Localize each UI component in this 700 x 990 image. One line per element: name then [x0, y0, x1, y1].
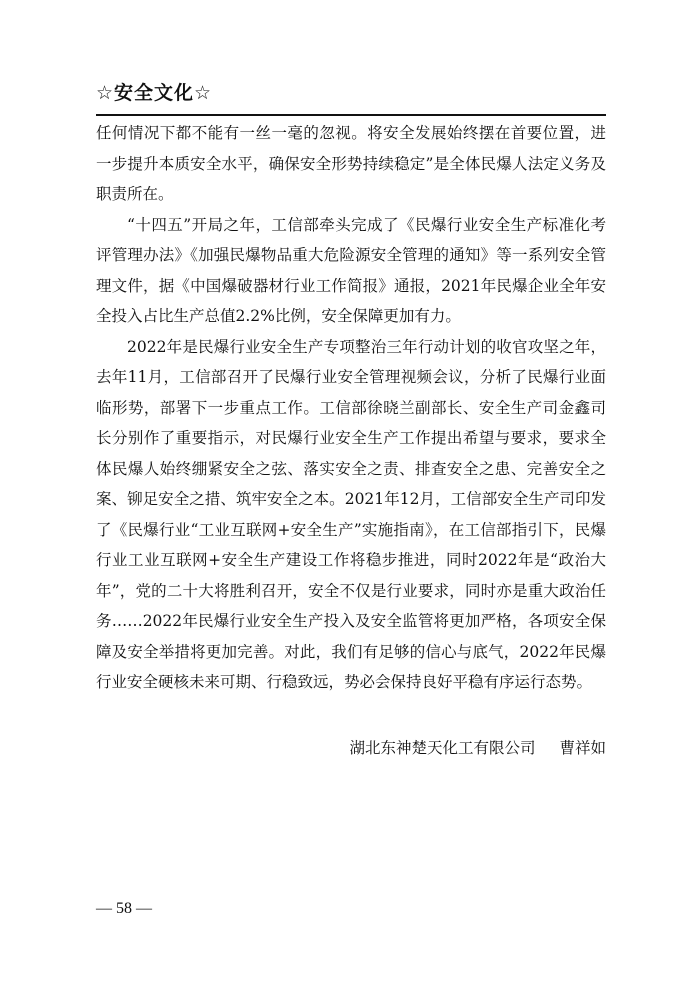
page-header: [96, 80, 606, 116]
paragraph-continuation: 任何情况下都不能有一丝一毫的忽视。将安全发展始终摆在首要位置，进一步提升本质安全水平，确保安全形势持续稳定”是全体民爆人法定义务及职责所在。: [96, 124, 606, 203]
paragraph: “十四五”开局之年，工信部牵头完成了《民爆行业安全生产标准化考评管理办法》《加强民爆物品重大危险源安全管理的通知》等一系列安全管理文件，据《中国爆破器材行业工作简报》通报，2021年民爆企业全年安全投入占比生产总值2.2%比例，安全保障更加有力。: [96, 215, 606, 325]
page-number: — 58 —: [96, 900, 152, 917]
signature-organization: 湖北东神楚天化工有限公司: [349, 739, 536, 757]
signature: [349, 733, 606, 763]
header-divider: [96, 114, 606, 116]
article-body: [96, 118, 606, 698]
signature-author: 曹祥如: [559, 739, 606, 757]
paragraph: 2022年是民爆行业安全生产专项整治三年行动计划的收官攻坚之年，去年11月，工信部召开了民爆行业安全管理视频会议，分析了民爆行业面临形势，部署下一步重点工作。工信部徐晓兰副部长、安全生产司金鑫司长分别作了重要指示，对民爆行业安全生产工作提出希望与要求，要求全体民爆人始终绷紧安全之弦、落实安全之责、排查安全之患、完善安全之案、铆足安全之措、筑牢安全之本。2021年12月，工信部安全生产司印发了《民爆行业“工业互联网+安全生产”实施指南》，在工信部指引下，民爆行业工业互联网+安全生产建设工作将稳步推进，同时2022年是“政治大年”，党的二十大将胜利召开，安全不仅是行业要求，同时亦是重大政治任务……2022年民爆行业安全生产投入及安全监管将更加严格，各项安全保障及安全举措将更加完善。对此，我们有足够的信心与底气，2022年民爆行业安全硬核未来可期、行稳致远，势必会保持良好平稳有序运行态势。: [96, 337, 606, 691]
section-title: ☆安全文化☆: [96, 82, 213, 104]
